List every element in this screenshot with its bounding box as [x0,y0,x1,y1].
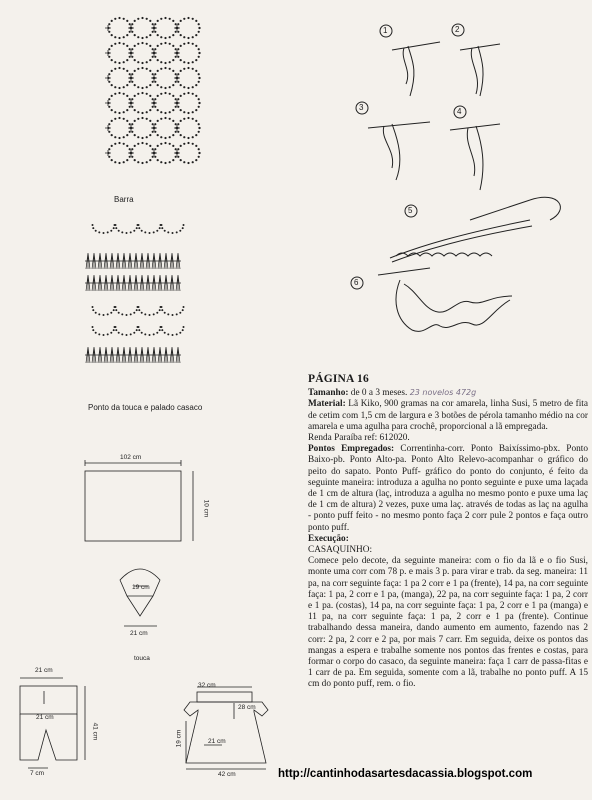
step-6-number: 6 [354,278,359,287]
back-height-dim: 10 cm [202,499,210,518]
touca-inner-dim: 19 cm [132,584,150,591]
step-5-number: 5 [408,206,413,215]
touca-label: touca [134,655,150,662]
step-3-number: 3 [359,103,364,112]
coat-bottom-dim: 42 cm [218,771,236,778]
touca-stitch-chart [0,215,300,395]
footer-url[interactable]: http://cantinhodasartesdacassia.blogspot.com [278,768,533,780]
pontos-paragraph [308,444,588,534]
pants-top-dim: 21 cm [35,667,53,674]
coat-top-dim: 32 cm [198,682,216,689]
touca-caption: Ponto da touca e palado casaco [88,403,203,412]
right-column [300,0,592,800]
coat-mid-dim: 21 cm [208,738,226,745]
renda-line: Renda Paraíba ref: 612020. [308,433,410,444]
material-paragraph [308,399,588,433]
coat-height-dim: 19 cm [175,729,183,748]
barra-caption: Barra [114,195,134,204]
step-1-number: 1 [383,26,388,35]
tamanho-value: de 0 a 3 meses. [348,388,408,399]
handwritten-note: 23 novelos 472g [409,388,477,398]
garment-schematics [0,430,300,800]
pants-mid-dim: 21 cm [36,714,54,721]
stitch-step-illustrations [300,0,592,370]
pants-bottom-dim: 7 cm [30,770,45,777]
back-width-dim: 102 cm [120,454,142,461]
execucao-label: Execução: [308,533,349,544]
step-2-number: 2 [455,25,460,34]
page-heading: PÁGINA 16 [308,373,369,385]
pants-height-dim: 41 cm [91,722,99,741]
pontos-label: Pontos Empregados: [308,444,395,455]
barra-stitch-chart [0,0,300,200]
pattern-instructions [308,374,588,691]
body-text: Comece pelo decote, da seguinte maneira: com o fio da lã e o fio Susi, monte uma corr com 78 p. e mais 3 p. para virar e trab. da seg. maneira: 11 pa, na corr seguinte faça: 1 pa 2 corr e 1 pa (frente), 14 pa, na corr seguinte faça: 1 pa, 2 corr e 1 pa, (manga), 22 pa, na corr seguinte faça: 1 pa, 2 corr e 1 pa. (costas), 14 pa, na corr seguinte faça: 1 pa, 2 corr e 1 pa (manga) e 11 pa, na corr seguinte faça: 1 pa, 2 corr e 1 pa (frente). Continue trabalhando dessa maneira, dando aumento em aumento, fazendo nas 2 corr: 2 pa, 2 corr e 2 pa, por mais 7 carr. Em seguida, deixe os pontos das mangas a espera e trabalhe somente nos pontos das frentes e costas, para formar o corpo do casaco, da seguinte maneira: faça 1 carr de passa-fitas e 1 carr de pa. Em seguida, somente com a lã, trabalhe no ponto puff. A 15 cm do ponto puff, rem. o fio. [308,556,588,690]
pontos-value: Correntinha-corr. Ponto Baixíssimo-pbx. Ponto Baixo-pb. Ponto Alto-pa. Ponto Alto Relevo-acompanhar o gráfico do peito do sapato. Ponto Puff- gráfico do ponto do conjunto, é feito da seguinte maneira: introduza a agulha no ponto seguinte e puxe uma laçada de 1 cm de altura (laç, introduza a agulha no mesmo ponto e puxe uma laç de 1 cm de altura) 2 vezes, puxe uma laç. através de todas as laç na agulha - ponto puff feito - no mesmo ponto faça 2 corr pule 2 pontos e faça outro ponto puff. [308,444,588,533]
tamanho-label: Tamanho: [308,388,349,399]
step-4-number: 4 [457,107,462,116]
touca-bottom-dim: 21 cm [130,630,148,637]
material-label: Material: [308,399,346,410]
casaquinho-label: CASAQUINHO: [308,545,373,556]
coat-yoke-dim: 28 cm [238,704,256,711]
tamanho-line [308,387,588,399]
material-value: Lã Kiko, 900 gramas na cor amarela, linha Susi, 5 metro de fita de cetim com 1,5 cm de largura e 3 botões de pérola tamanho médio na cor amarela e uma agulha para crochê, proporcional a lã empregada. [308,399,588,432]
